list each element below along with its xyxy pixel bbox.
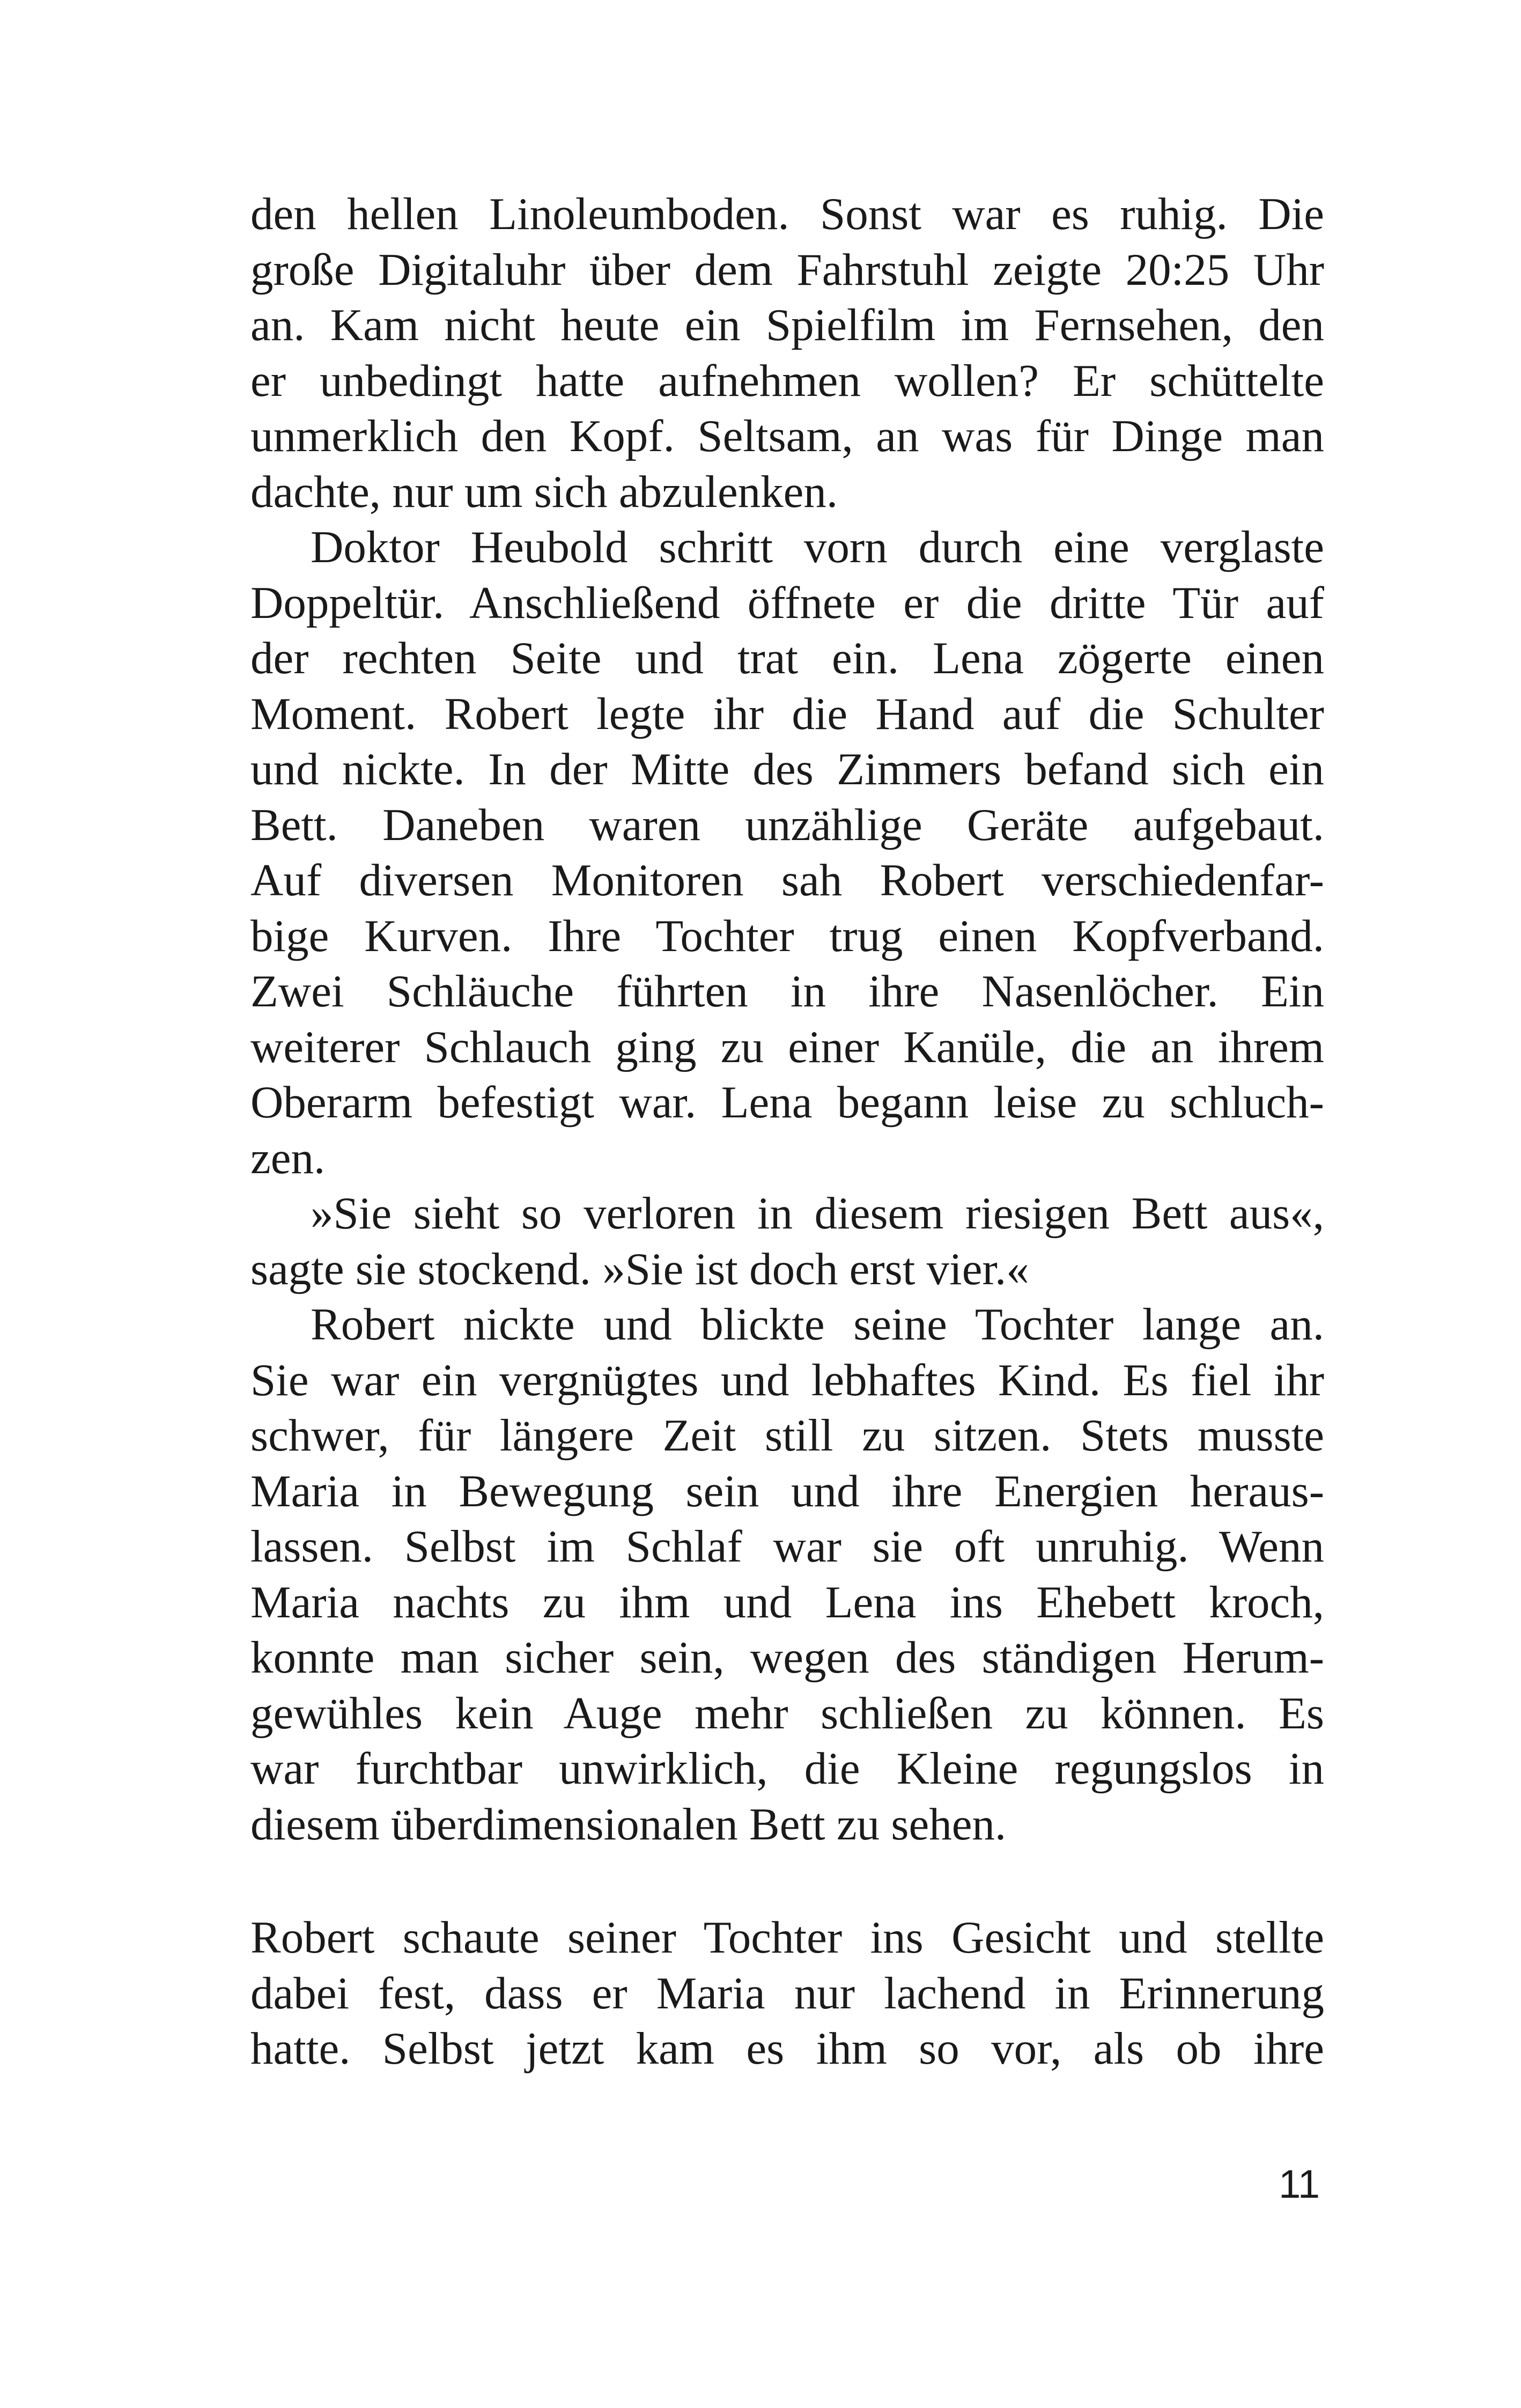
page-number: 11 [1279,2162,1320,2206]
text-line: Oberarm befestigt war. Lena begann leise zu schluch- [250,1077,1324,1128]
body-text-section-1 [250,187,1324,1852]
text-line: Robert schaute seiner Tochter ins Gesicht und stellte [250,1912,1324,1963]
text-line: unmerklich den Kopf. Seltsam, an was für Dinge man [250,411,1324,461]
text-line: Sie war ein vergnügtes und lebhaftes Kind. Es fiel ihr [250,1354,1324,1405]
text-line: schwer, für längere Zeit still zu sitzen. Stets musste [250,1410,1324,1461]
text-line: sagte sie stockend. »Sie ist doch erst vier.« [250,1243,1029,1294]
paragraph-first-line: Robert nickte und blickte seine Tochter lange an. [311,1299,1324,1350]
text-line: den hellen Linoleumboden. Sonst war es ruhig. Die [250,189,1324,239]
text-line: weiterer Schlauch ging zu einer Kanüle, die an ihrem [250,1021,1324,1072]
text-line: hatte. Selbst jetzt kam es ihm so vor, als ob ihre [250,2023,1324,2074]
text-line: Auf diversen Monitoren sah Robert verschiedenfar- [250,855,1324,905]
text-line: Maria nachts zu ihm und Lena ins Ehebett kroch, [250,1577,1324,1628]
text-line: große Digitaluhr über dem Fahrstuhl zeigte 20:25 Uhr [250,244,1324,295]
body-text-section-2 [250,1910,1324,2077]
text-line: lassen. Selbst im Schlaf war sie oft unruhig. Wenn [250,1521,1324,1572]
text-line: Maria in Bewegung sein und ihre Energien heraus- [250,1466,1324,1516]
text-line: an. Kam nicht heute ein Spielfilm im Fernsehen, den [250,300,1324,350]
text-line: und nickte. In der Mitte des Zimmers befand sich ein [250,744,1324,794]
text-line: war furchtbar unwirklich, die Kleine regungslos in [250,1743,1324,1794]
text-line: diesem überdimensionalen Bett zu sehen. [250,1799,1007,1850]
text-line: der rechten Seite und trat ein. Lena zögerte einen [250,633,1324,683]
text-line: konnte man sicher sein, wegen des ständigen Herum- [250,1632,1324,1683]
text-line: zen. [250,1132,326,1183]
text-line: Bett. Daneben waren unzählige Geräte aufgebaut. [250,799,1324,850]
text-line: dabei fest, dass er Maria nur lachend in Erinnerung [250,1968,1324,2019]
paragraph-first-line: Doktor Heubold schritt vorn durch eine verglaste [311,522,1324,572]
paragraph-first-line: »Sie sieht so verloren in diesem riesigen Bett aus«, [311,1188,1324,1239]
text-line: Moment. Robert legte ihr die Hand auf die Schulter [250,688,1324,739]
text-line: bige Kurven. Ihre Tochter trug einen Kopfverband. [250,910,1324,961]
text-line: gewühles kein Auge mehr schließen zu können. Es [250,1688,1324,1739]
text-line: Doppeltür. Anschließend öffnete er die dritte Tür auf [250,577,1324,628]
text-line: dachte, nur um sich abzulenken. [250,466,838,517]
text-line: Zwei Schläuche führten in ihre Nasenlöcher. Ein [250,966,1324,1017]
text-line: er unbedingt hatte aufnehmen wollen? Er schüttelte [250,355,1324,406]
